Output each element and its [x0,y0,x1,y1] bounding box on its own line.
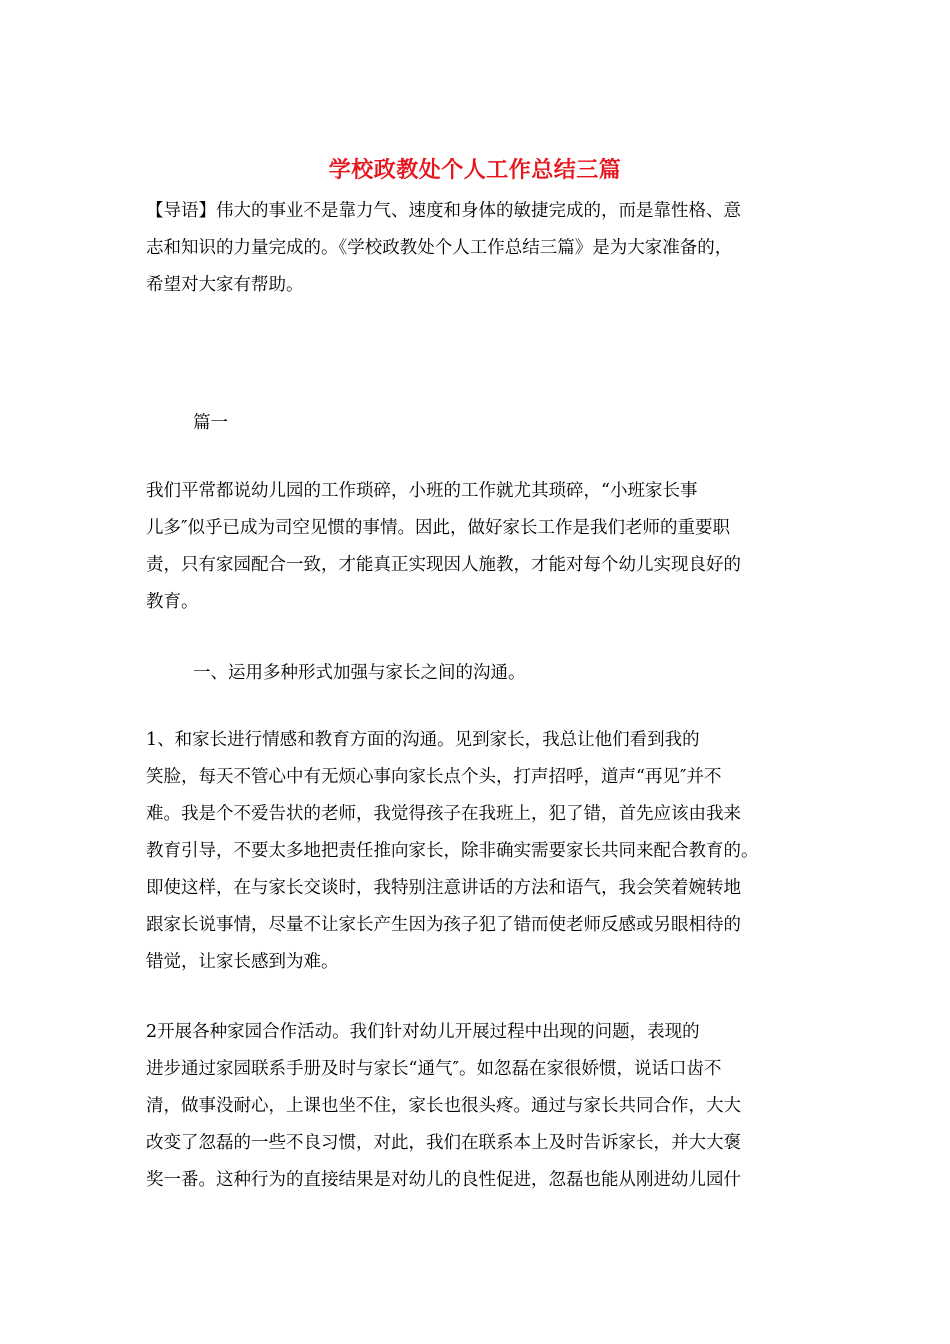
paragraph-3: 2开展各种家园合作活动。我们针对幼儿开展过程中出现的问题，表现的 进步通过家园联系手册及时与家长“通气″。如忽磊在家很娇惯，说话口齿不 清，做事没耐心，上课也坐不住，家长也很头疼。通过与家长共同合作，大大 改变了忽磊的一些不良习惯，对此，我们在联系本上及时告诉家长，并大大褒 奖一番。这种行为的直接结果是对幼儿的良性促进，忽磊也能从刚进幼儿园什 [146,1022,741,1190]
subheading-1: 一、运用多种形式加强与家长之间的沟通。 [193,663,526,683]
section-heading-pian1: 篇一 [193,413,228,433]
paragraph-2: 1、和家长进行情感和教育方面的沟通。见到家长，我总让他们看到我的 笑脸，每天不管心中有无烦心事向家长点个头，打声招呼，道声“再见″并不 难。我是个不爱告状的老师，我觉得孩子在我班上，犯了错，首先应该由我来 教育引导，不要太多地把责任推向家长，除非确实需要家长共同来配合教育的。 即使这样，在与家长交谈时，我特别注意讲话的方法和语气，我会笑着婉转地 跟家长说事情，尽量不让家长产生因为孩子犯了错而使老师反感或另眼相待的 错觉，让家长感到为难。 [146,730,759,972]
paragraph-1: 我们平常都说幼儿园的工作琐碎，小班的工作就尤其琐碎，“小班家长事 儿多″似乎已成为司空见惯的事情。因此，做好家长工作是我们老师的重要职 责，只有家园配合一致，才能真正实现因人施教，才能对每个幼儿实现良好的 教育。 [146,481,741,612]
document-title: 学校政教处个人工作总结三篇 [328,157,622,183]
intro-paragraph: 【导语】伟大的事业不是靠力气、速度和身体的敏捷完成的，而是靠性格、意 志和知识的力量完成的。《学校政教处个人工作总结三篇》是为大家准备的， 希望对大家有帮助。 [146,201,741,295]
